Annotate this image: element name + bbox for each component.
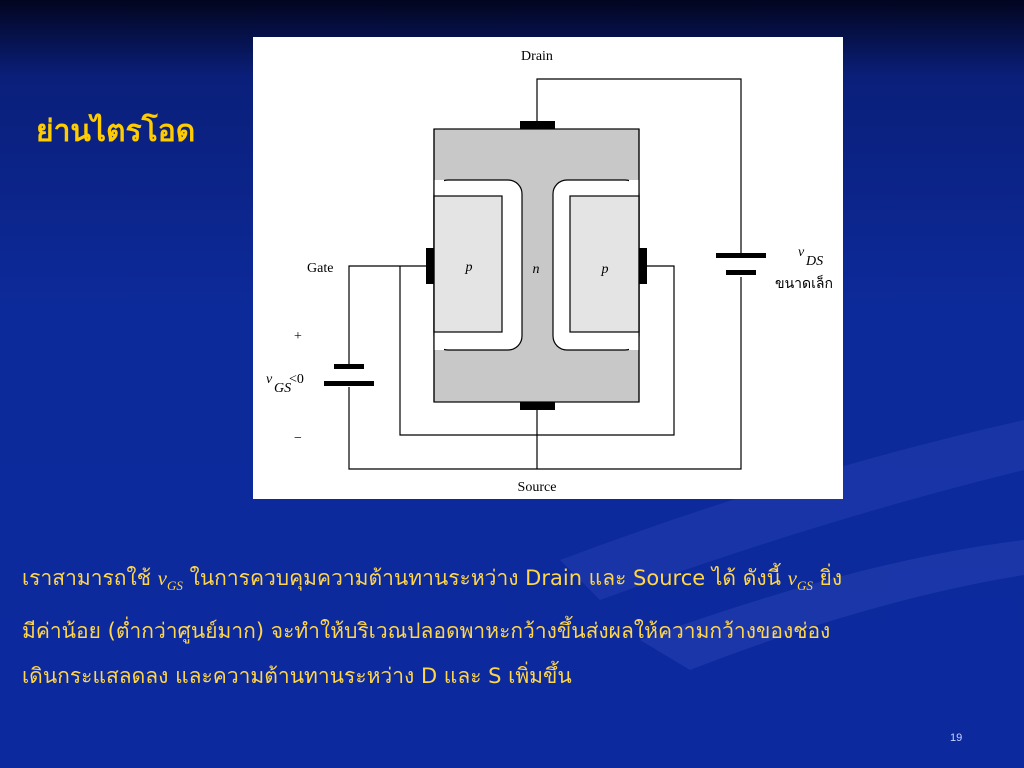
caption-line-2: มีค่าน้อย (ต่ำกว่าศูนย์มาก) จะทำให้บริเวณปลอดพาหะกว้างขึ้นส่งผลให้ความกว้างของช่อง: [22, 619, 831, 644]
n-region-label: n: [532, 262, 540, 277]
vds-battery: [716, 253, 766, 275]
gate-label: Gate: [307, 261, 334, 276]
page-number: 19: [950, 732, 963, 744]
vgs-variable: v: [157, 566, 167, 590]
vds-symbol: v: [798, 245, 805, 260]
caption-text: ยิ่ง: [812, 566, 843, 590]
jfet-diagram: [253, 37, 843, 499]
p-right-label: p: [601, 262, 609, 277]
vgs-subscript: GS: [274, 381, 292, 396]
gate-left-wire: [349, 266, 426, 367]
plus-sign: +: [294, 329, 302, 344]
caption-text: ในการควบคุมความต้านทานระหว่าง Drain และ Source ได้ ดังนี้: [182, 566, 788, 590]
vgs-variable: v: [787, 566, 797, 590]
vgs-battery: [324, 364, 374, 386]
vgs-condition: <0: [289, 372, 304, 387]
caption-line-1: [22, 556, 1002, 609]
vgs-subscript: GS: [796, 578, 813, 594]
vgs-symbol: v: [266, 372, 273, 387]
caption-text: เราสามารถใช้: [22, 566, 158, 590]
slide-caption: [22, 556, 1002, 699]
p-left-label: p: [465, 260, 473, 275]
vds-subscript: DS: [806, 254, 824, 269]
gate-contact-right: [639, 248, 647, 284]
source-contact: [520, 402, 555, 410]
caption-line-3: เดินกระแสลดลง และความต้านทานระหว่าง D และ S เพิ่มขึ้น: [22, 664, 572, 689]
jfet-diagram-panel: [253, 37, 843, 499]
drain-label: Drain: [521, 49, 553, 64]
drain-contact: [520, 121, 555, 129]
vgs-subscript: GS: [167, 578, 183, 594]
minus-sign: −: [294, 431, 302, 446]
vds-note: ขนาดเล็ก: [775, 277, 833, 292]
gate-contact-left: [426, 248, 434, 284]
slide-title: ย่านไตรโอด: [36, 114, 196, 149]
source-label: Source: [517, 480, 557, 495]
